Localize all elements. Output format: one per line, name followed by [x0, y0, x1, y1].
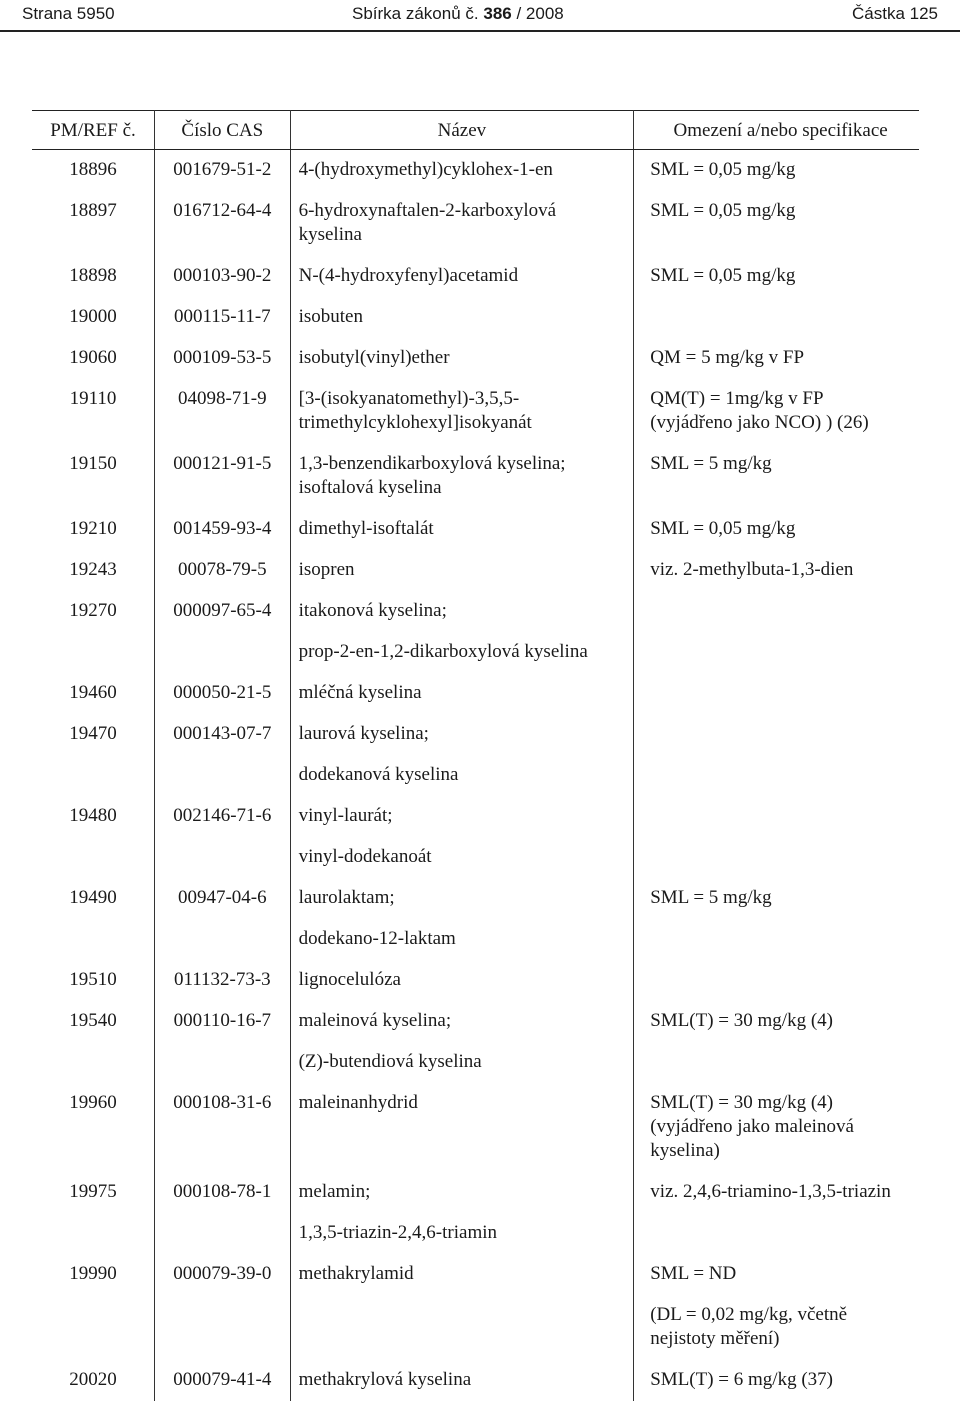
restriction-line: viz. 2,4,6-triamino-1,3,5-triazin	[650, 1181, 891, 1202]
restriction-cell	[634, 297, 919, 338]
substance-name-line: dodekanová kyselina	[298, 764, 459, 785]
ref-number-cell: 19460	[32, 673, 155, 714]
ref-number-cell: 19510	[32, 960, 155, 1001]
ref-number-cell: 19990	[32, 1254, 155, 1295]
header-divider	[0, 30, 960, 32]
substance-name-line: trimethylcyklohexyl]isokyanát	[298, 412, 532, 433]
cas-number-cell	[155, 1213, 291, 1254]
substance-name-cell	[290, 1042, 634, 1083]
cas-number-cell: 000108-31-6	[155, 1083, 291, 1172]
cas-number-cell: 016712-64-4	[155, 191, 291, 256]
cas-number-cell: 000110-16-7	[155, 1001, 291, 1042]
cas-number-cell: 000121-91-5	[155, 444, 291, 509]
substance-name-cell	[290, 509, 634, 550]
ref-number-cell	[32, 755, 155, 796]
substance-name-line: itakonová kyselina;	[298, 600, 447, 621]
restriction-cell	[634, 1001, 919, 1042]
substance-name-line: methakrylová kyselina	[298, 1369, 472, 1390]
table-row	[32, 1001, 919, 1042]
restriction-line: viz. 2-methylbuta-1,3-dien	[650, 559, 854, 580]
cas-number-cell: 000103-90-2	[155, 256, 291, 297]
substance-name-line: isobuten	[298, 306, 363, 327]
restriction-cell	[634, 1360, 919, 1401]
restriction-line: SML = 0,05 mg/kg	[650, 200, 796, 221]
substance-name-cell	[290, 673, 634, 714]
ref-number-cell: 18898	[32, 256, 155, 297]
cas-number-cell	[155, 1042, 291, 1083]
substance-name-cell	[290, 1360, 634, 1401]
substance-name-line: isoftalová kyselina	[298, 477, 442, 498]
restriction-cell	[634, 919, 919, 960]
substance-name-cell	[290, 1001, 634, 1042]
restriction-cell	[634, 256, 919, 297]
cas-number-cell: 000079-39-0	[155, 1254, 291, 1295]
substance-name-cell	[290, 1295, 634, 1360]
table-row	[32, 1213, 919, 1254]
restriction-cell	[634, 509, 919, 550]
table-header	[32, 111, 919, 150]
table-row	[32, 150, 919, 192]
restriction-cell	[634, 338, 919, 379]
restriction-cell	[634, 550, 919, 591]
restriction-cell	[634, 1295, 919, 1360]
ref-number-cell: 18897	[32, 191, 155, 256]
restriction-line: SML = 0,05 mg/kg	[650, 159, 796, 180]
cas-number-cell: 04098-71-9	[155, 379, 291, 444]
ref-number-cell: 19960	[32, 1083, 155, 1172]
substance-name-line: laurolaktam;	[298, 887, 395, 908]
ref-number-cell	[32, 632, 155, 673]
substance-name-cell	[290, 338, 634, 379]
cas-number-cell	[155, 919, 291, 960]
table-row	[32, 837, 919, 878]
substance-name-line: laurová kyselina;	[298, 723, 429, 744]
table-row	[32, 960, 919, 1001]
ref-number-cell	[32, 1213, 155, 1254]
cas-number-cell: 00947-04-6	[155, 878, 291, 919]
cas-number-cell: 000109-53-5	[155, 338, 291, 379]
ref-number-cell: 19150	[32, 444, 155, 509]
substances-table	[32, 110, 919, 1401]
cas-number-cell: 001459-93-4	[155, 509, 291, 550]
ref-number-cell: 19110	[32, 379, 155, 444]
part-number: Částka 125	[852, 4, 938, 23]
column-header-cas: Číslo CAS	[155, 111, 291, 150]
substance-name-line: vinyl-laurát;	[298, 805, 393, 826]
substance-name-line: methakrylamid	[298, 1263, 414, 1284]
table-row	[32, 632, 919, 673]
restriction-line: SML = ND	[650, 1263, 737, 1284]
substance-name-cell	[290, 297, 634, 338]
substance-name-cell	[290, 1172, 634, 1213]
restriction-cell	[634, 150, 919, 192]
table-row	[32, 1295, 919, 1360]
ref-number-cell: 19540	[32, 1001, 155, 1042]
substance-name-line: isopren	[298, 559, 355, 580]
cas-number-cell: 000143-07-7	[155, 714, 291, 755]
table-row	[32, 444, 919, 509]
cas-number-cell: 000050-21-5	[155, 673, 291, 714]
restriction-line: SML(T) = 6 mg/kg (37)	[650, 1369, 833, 1390]
ref-number-cell: 19470	[32, 714, 155, 755]
substance-name-line: maleinanhydrid	[298, 1092, 418, 1113]
ref-number-cell: 19000	[32, 297, 155, 338]
restriction-cell	[634, 796, 919, 837]
substance-name-line: mléčná kyselina	[298, 682, 422, 703]
cas-number-cell: 001679-51-2	[155, 150, 291, 192]
substance-name-line: dodekano-12-laktam	[298, 928, 456, 949]
table-row	[32, 673, 919, 714]
substance-name-line: melamin;	[298, 1181, 371, 1202]
table-row	[32, 755, 919, 796]
restriction-cell	[634, 191, 919, 256]
restriction-line: nejistoty měření)	[650, 1328, 780, 1349]
restriction-cell	[634, 444, 919, 509]
restriction-line: SML(T) = 30 mg/kg (4)	[650, 1092, 833, 1113]
table-row	[32, 796, 919, 837]
substance-name-cell	[290, 632, 634, 673]
header-row	[32, 111, 919, 150]
substance-name-cell	[290, 379, 634, 444]
restriction-line: (DL = 0,02 mg/kg, včetně	[650, 1304, 848, 1325]
collection-number: 386	[483, 4, 512, 23]
cas-number-cell	[155, 632, 291, 673]
substance-name-cell	[290, 755, 634, 796]
substance-name-cell	[290, 1083, 634, 1172]
ref-number-cell	[32, 1042, 155, 1083]
table-row	[32, 550, 919, 591]
substance-name-line: (Z)-butendiová kyselina	[298, 1051, 482, 1072]
table-row	[32, 1042, 919, 1083]
substance-name-cell	[290, 256, 634, 297]
ref-number-cell: 19480	[32, 796, 155, 837]
substance-name-cell	[290, 1254, 634, 1295]
ref-number-cell: 19490	[32, 878, 155, 919]
substance-name-line: kyselina	[298, 224, 362, 245]
page-number: Strana 5950	[22, 4, 115, 23]
substance-name-line: [3-(isokyanatomethyl)-3,5,5-	[298, 388, 520, 409]
restriction-cell	[634, 1083, 919, 1172]
substance-name-cell	[290, 150, 634, 192]
restriction-line: (vyjádřeno jako NCO) ) (26)	[650, 412, 869, 433]
collection-prefix: Sbírka zákonů č.	[352, 4, 479, 23]
restriction-line: SML(T) = 30 mg/kg (4)	[650, 1010, 833, 1031]
column-header-name: Název	[290, 111, 634, 150]
restriction-cell	[634, 1213, 919, 1254]
cas-number-cell: 000097-65-4	[155, 591, 291, 632]
ref-number-cell: 20020	[32, 1360, 155, 1401]
column-header-spec: Omezení a/nebo specifikace	[634, 111, 919, 150]
restriction-cell	[634, 837, 919, 878]
substance-name-line: maleinová kyselina;	[298, 1010, 452, 1031]
cas-number-cell	[155, 755, 291, 796]
restriction-cell	[634, 714, 919, 755]
restriction-cell	[634, 1042, 919, 1083]
cas-number-cell: 002146-71-6	[155, 796, 291, 837]
substance-name-cell	[290, 960, 634, 1001]
ref-number-cell	[32, 837, 155, 878]
substance-name-cell	[290, 837, 634, 878]
table-row	[32, 191, 919, 256]
cas-number-cell: 000108-78-1	[155, 1172, 291, 1213]
collection-title	[352, 4, 564, 24]
substance-name-cell	[290, 919, 634, 960]
ref-number-cell: 19243	[32, 550, 155, 591]
restriction-cell	[634, 591, 919, 632]
restriction-cell	[634, 673, 919, 714]
cas-number-cell: 011132-73-3	[155, 960, 291, 1001]
table-row	[32, 1083, 919, 1172]
restriction-cell	[634, 1254, 919, 1295]
column-header-ref: PM/REF č.	[32, 111, 155, 150]
ref-number-cell: 18896	[32, 150, 155, 192]
substance-name-line: lignocelulóza	[298, 969, 401, 990]
page-header	[0, 0, 960, 30]
table-row	[32, 509, 919, 550]
cas-number-cell	[155, 837, 291, 878]
restriction-cell	[634, 379, 919, 444]
ref-number-cell	[32, 919, 155, 960]
substance-name-line: isobutyl(vinyl)ether	[298, 347, 450, 368]
table-row	[32, 919, 919, 960]
table-row	[32, 1360, 919, 1401]
substance-name-line: 6-hydroxynaftalen-2-karboxylová	[298, 200, 557, 221]
table-row	[32, 297, 919, 338]
ref-number-cell: 19270	[32, 591, 155, 632]
restriction-line: SML = 5 mg/kg	[650, 887, 772, 908]
substance-name-line: vinyl-dodekanoát	[298, 846, 432, 867]
substance-name-cell	[290, 714, 634, 755]
restriction-line: SML = 5 mg/kg	[650, 453, 772, 474]
restriction-cell	[634, 755, 919, 796]
cas-number-cell: 000079-41-4	[155, 1360, 291, 1401]
cas-number-cell: 000115-11-7	[155, 297, 291, 338]
restriction-cell	[634, 1172, 919, 1213]
restriction-line: QM = 5 mg/kg v FP	[650, 347, 805, 368]
cas-number-cell: 00078-79-5	[155, 550, 291, 591]
restriction-line: SML = 0,05 mg/kg	[650, 265, 796, 286]
cas-number-cell	[155, 1295, 291, 1360]
substance-name-cell	[290, 878, 634, 919]
restriction-line: (vyjádřeno jako maleinová	[650, 1116, 854, 1137]
collection-year: / 2008	[516, 4, 564, 23]
table-row	[32, 1172, 919, 1213]
substance-name-line: 1,3-benzendikarboxylová kyselina;	[298, 453, 566, 474]
restriction-cell	[634, 878, 919, 919]
table-row	[32, 714, 919, 755]
ref-number-cell	[32, 1295, 155, 1360]
table-body	[32, 150, 919, 1402]
restriction-cell	[634, 960, 919, 1001]
table-row	[32, 1254, 919, 1295]
ref-number-cell: 19975	[32, 1172, 155, 1213]
substance-name-cell	[290, 1213, 634, 1254]
restriction-cell	[634, 632, 919, 673]
substance-name-line: 1,3,5-triazin-2,4,6-triamin	[298, 1222, 497, 1243]
restriction-line: kyselina)	[650, 1140, 720, 1161]
table-row	[32, 338, 919, 379]
ref-number-cell: 19060	[32, 338, 155, 379]
substance-name-cell	[290, 591, 634, 632]
substance-name-cell	[290, 444, 634, 509]
restriction-line: SML = 0,05 mg/kg	[650, 518, 796, 539]
table-row	[32, 591, 919, 632]
substance-name-line: N-(4-hydroxyfenyl)acetamid	[298, 265, 519, 286]
table-row	[32, 256, 919, 297]
restriction-line: QM(T) = 1mg/kg v FP	[650, 388, 824, 409]
table-row	[32, 878, 919, 919]
ref-number-cell: 19210	[32, 509, 155, 550]
substance-name-cell	[290, 550, 634, 591]
table-row	[32, 379, 919, 444]
substance-name-line: 4-(hydroxymethyl)cyklohex-1-en	[298, 159, 553, 180]
substance-name-line: prop-2-en-1,2-dikarboxylová kyselina	[298, 641, 588, 662]
substance-name-line: dimethyl-isoftalát	[298, 518, 434, 539]
substance-name-cell	[290, 796, 634, 837]
substance-name-cell	[290, 191, 634, 256]
